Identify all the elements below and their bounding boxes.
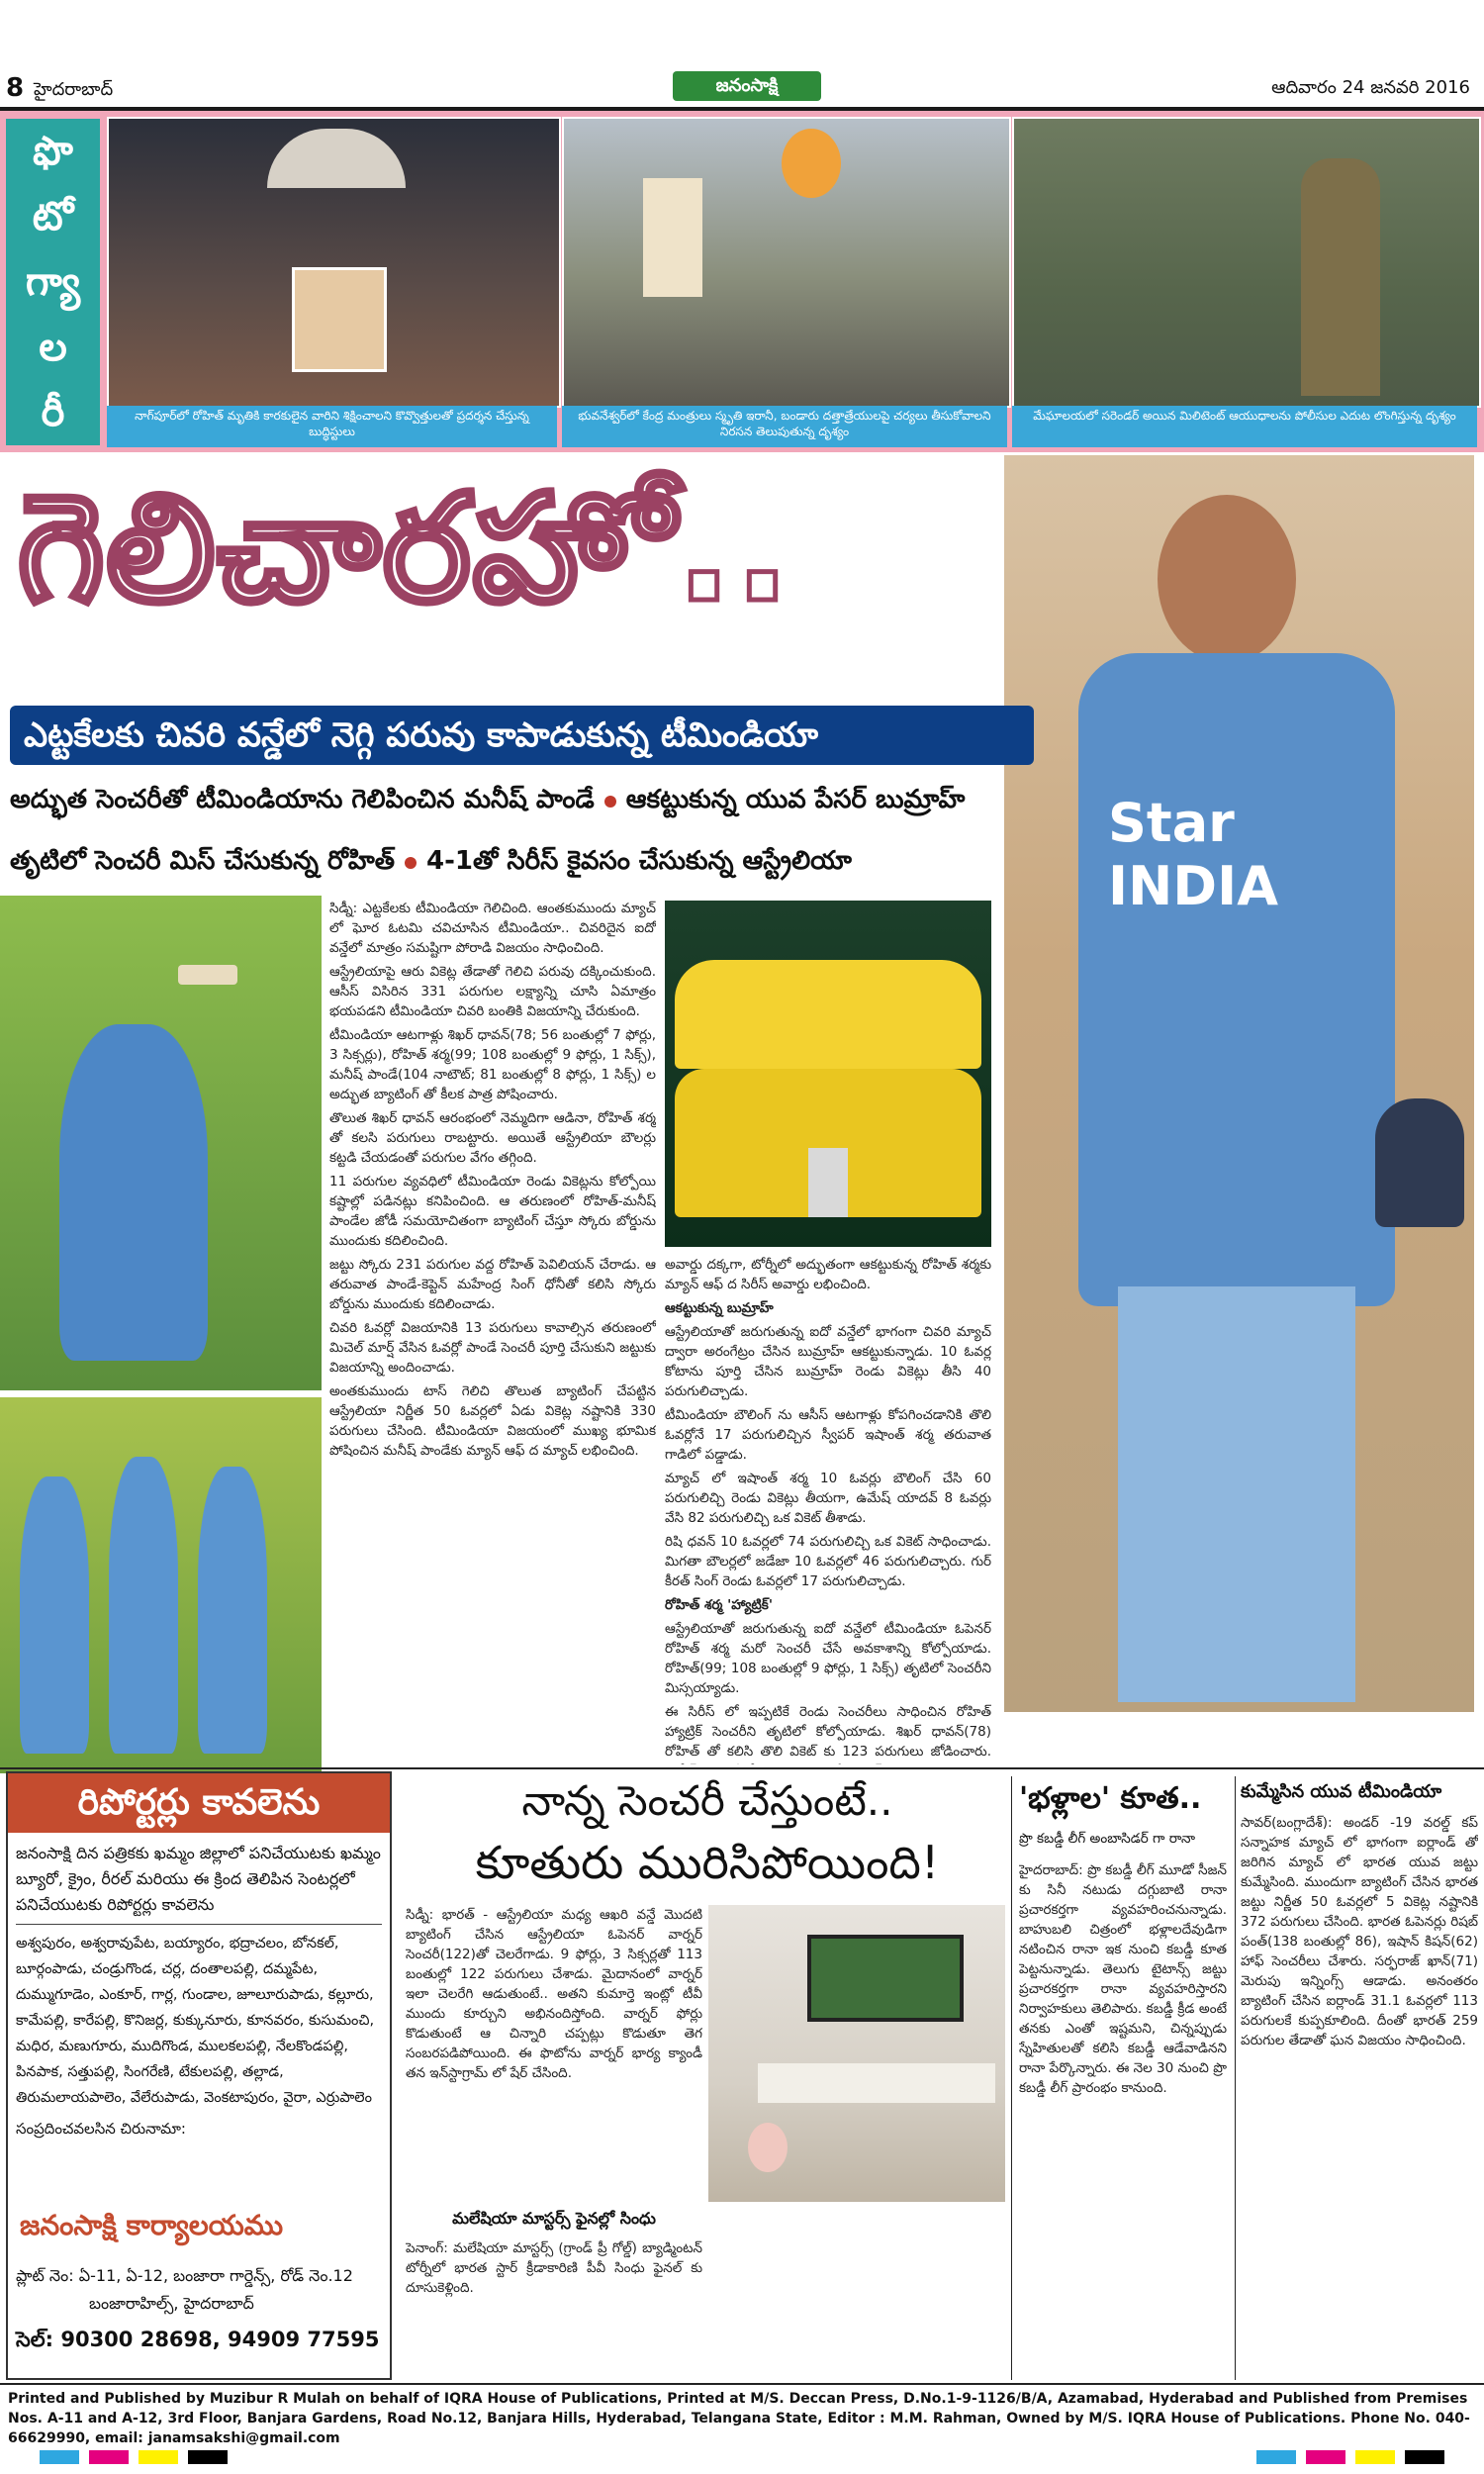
color-bar-magenta (89, 2450, 129, 2464)
helmet-icon (1375, 1098, 1464, 1227)
section-divider (0, 1767, 1484, 1769)
edition-city: హైదరాబాద్ (34, 79, 114, 100)
gallery-caption-1: నాగ్‌పూర్‌లో రోహిత్ మృతికి కారకులైన వారిని శిక్షించాలని కొవ్వొత్తులతో ప్రదర్శన చేస్తున్న బుద్ధిస్టులు (107, 406, 557, 447)
police-officer-figure (1301, 158, 1380, 396)
main-article-col1: సిడ్నీ: ఎట్టకేలకు టీమిండియా గెలిచింది. ఆంతకుముందు మ్యాచ్ లో ఘోర ఓటమి చవిచూసిన టీమిండియా.. చివరిదైన ఐదో వన్డేలో మాత్రం సమష్టిగా పోరాడి విజయం సాధించింది. ఆస్ట్రేలియాపై ఆరు వికెట్ల తేడాతో గెలిచి పరువు దక్కించుకుంది. ఆసీస్ విసిరిన 331 పరుగుల లక్ష్యాన్ని చూసి ఏమాత్రం భయపడని టీమిండియా చివరి బంతికి విజయాన్ని చేరుకుంది. టీమిండియా ఆటగాళ్లు శిఖర్ ధావన్(78; 56 బంతుల్లో 7 ఫోర్లు, 3 సిక్సర్లు), రోహిత్ శర్మ(99; 108 బంతుల్లో 9 ఫోర్లు, 1 సిక్స్), మనీష్ పాండే(104 నాటౌట్; 81 బంతుల్లో 8 ఫోర్లు, 1 సిక్స్) ల అద్భుత బ్యాటింగ్ తో కీలక పాత్ర పోషించారు. తొలుత శిఖర్ ధావన్ ఆరంభంలో నెమ్మదిగా ఆడినా, రోహిత్ శర్మ తో కలసి పరుగులు రాబట్టారు. అయితే ఆస్ట్రేలియా బౌలర్లు కట్టడి చేయడంతో పరుగుల వేగం తగ్గింది. 11 పరుగుల వ్యవధిలో టీమిండియా రెండు వికెట్లను కోల్పోయి కష్టాల్లో పడినట్లు కనిపించింది. ఆ తరుణంలో రోహిత్-మనీష్ పాండేల జోడీ సమయోచితంగా బ్యాటింగ్ చేస్తూ స్కోరు బోర్డును ముందుకు కదిలించింది. జట్టు స్కోరు 231 పరుగుల వద్ద రోహిత్ పెవిలియన్ చేరాడు. ఆ తరువాత పాండే-కెప్టెన్ మహేంద్ర సింగ్ ధోనీతో కలిసి స్కోరు బోర్డును ముందుకు కదిలించాడు. చివరి ఓవర్లో విజయానికి 13 పరుగులు కావాల్సిన తరుణంలో మిచెల్ మార్ష్ వేసిన ఓవర్లో పాండే సెంచరీ పూర్తి చేసుకుని జట్టుకు విజయాన్ని అందించాడు. అంతకుముందు టాస్ గెలిచి తొలుత బ్యాటింగ్ చేపట్టిన ఆస్ట్రేలియా నిర్ణీత 50 ఓవర్లలో ఏడు వికెట్ల నష్టానికి 330 పరుగులు చేసింది. టీమిండియా విజయంలో ముఖ్య భూమిక పోషించిన మనీష్ పాండేకు మ్యాన్ ఆఫ్ ద మ్యాచ్ లభించింది. (329, 901, 656, 1459)
bhallala-body: హైదరాబాద్: ప్రొ కబడ్డీ లీగ్ మూడో సీజన్ కు సినీ నటుడు దగ్గుబాటి రానా ప్రచారకర్తగా వ్యవహరించనున్నాడు. బాహుబలి చిత్రంలో భళ్లాలదేవుడిగా నటించిన రానా ఇక నుంచి కబడ్డీ కూత పెట్టనున్నాడు. తెలుగు టైటాన్స్ జట్టు ప్రచారకర్తగా రానా వ్యవహరిస్తారని నిర్వాహకులు తెలిపారు. కబడ్డీ క్రీడ అంటే తనకు ఎంతో ఇష్టమని, చిన్నప్పుడు స్నేహితులతో కలిసి కబడ్డీ ఆడేవాడినని రానా పేర్కొన్నారు. ఈ నెల 30 నుంచి ప్రొ కబడ్డీ లీగ్ ప్రారంభం కానుంది. (1019, 1862, 1227, 2096)
column-divider (1235, 1776, 1236, 2380)
photo-gallery-label: ఫొ టో గ్యా ల రీ (6, 119, 100, 445)
headline-banner: ఎట్టకేలకు చివరి వన్డేలో నెగ్గి పరువు కాపాడుకున్న టీమిండియా (10, 706, 1034, 765)
tv-screen (807, 1935, 964, 2022)
jersey-text (1108, 792, 1278, 918)
daughter-tv-photo (708, 1905, 1005, 2202)
u19-title: కుమ్మేసిన యువ టీమిండియా (1241, 1781, 1442, 1802)
u19-body: సావర్(బంగ్లాదేశ్): అండర్ -19 వరల్డ్ కప్ సన్నాహక మ్యాచ్ లో భాగంగా ఐర్లాండ్ తో జరిగిన మ్యాచ్ లో భారత యువ జట్టు కుమ్మేసింది. ముందుగా బ్యాటింగ్ చేసిన భారత జట్టు నిర్ణీత 50 ఓవర్లలో 5 వికెట్ల నష్టానికి 372 పరుగులు చేసింది. భారత ఓపెనర్లు రిషబ్ పంత్(138 బంతుల్లో 86), ఇషాన్ కిషన్(62) హాఫ్ సెంచరీలు చేశారు. సర్ఫరాజ్ ఖాన్(71) మెరుపు ఇన్నింగ్స్ ఆడాడు. అనంతరం బ్యాటింగ్ చేసిన ఐర్లాండ్ 31.1 ఓవర్లలో 113 పరుగులకే కుప్పకూలింది. దీంతో భారత్ 259 పరుగుల తేడాతో ఘన విజయం సాధించింది. (1241, 1815, 1478, 2048)
team-back-row (675, 960, 981, 1069)
subhead-series: 4-1తో సిరీస్ కైవసం చేసుకున్న ఆస్ట్రేలియా (426, 846, 852, 876)
rohit-batting-photo (0, 896, 322, 1390)
main-article-col2: అవార్డు దక్కగా, టోర్నీలో అద్భుతంగా ఆకట్టుకున్న రోహిత్ శర్మకు మ్యాన్ ఆఫ్ ద సిరీస్ అవార్డు లభించింది. ఆకట్టుకున్న బుమ్రాహ్ ఆస్ట్రేలియాతో జరుగుతున్న ఐదో వన్డేలో భాగంగా చివరి మ్యాచ్ ద్వారా అరంగేట్రం చేసిన బుమ్రాహ్ ఆకట్టుకున్నాడు. 10 ఓవర్ల కోటాను పూర్తి చేసిన బుమ్రాహ్ రెండు వికెట్లు తీసి 40 పరుగులిచ్చాడు. టీమిండియా బౌలింగ్ ను ఆసీస్ ఆటగాళ్లు కోపగించడానికి తొలి ఓవర్లోనే 17 పరుగులిచ్చిన స్వీపర్ ఇషాంత్ శర్మ తరువాత గాడిలో పడ్డాడు. మ్యాచ్ లో ఇషాంత్ శర్మ 10 ఓవర్లు బౌలింగ్ చేసి 60 పరుగులిచ్చి రెండు వికెట్లు తీయగా, ఉమేష్ యాదవ్ 8 ఓవర్లు వేసి 82 పరుగులిచ్చి ఒక వికెట్ తీశాడు. రిషి ధవన్ 10 ఓవర్లలో 74 పరుగులిచ్చి ఒక వికెట్ సాధించాడు. మిగతా బౌలర్లలో జడేజా 10 ఓవర్లలో 46 పరుగులిచ్చారు. గుర్ కీరత్ సింగ్ రెండు ఓవర్లలో 17 పరుగులిచ్చాడు. రోహిత్ శర్మ 'హ్యాట్రిక్' ఆస్ట్రేలియాతో జరుగుతున్న ఐదో వన్డేలో టీమిండియా ఓపెనర్ రోహిత్ శర్మ మరో సెంచరీ చేసే అవకాశాన్ని కోల్పోయాడు. రోహిత్(99; 108 బంతుల్లో 9 ఫోర్లు, 1 సిక్స్) తృటిలో సెంచరీని మిస్సయ్యాడు. ఈ సిరీస్ లో ఇప్పటికే రెండు సెంచరీలు సాధించిన రోహిత్ హ్యాట్రిక్ సెంచరీని తృటిలో కోల్పోయాడు. శిఖర్ ధావన్(78) రోహిత్ తో కలిసి తొలి వికెట్ కు 123 పరుగులు జోడించారు. (665, 1257, 991, 1760)
gallery-photo-militant-surrender (1012, 117, 1481, 408)
color-bar-cyan (40, 2450, 79, 2464)
subhead-row-1 (10, 782, 1059, 817)
player-figure (198, 1467, 267, 1754)
portrait-photo-frame (292, 267, 387, 372)
color-bar-cyan (1256, 2450, 1296, 2464)
footer-imprint: Printed and Published by Muzibur R Mulah on behalf of IQRA House of Publications, Printed at M/S. Deccan Press, D.No.1-9-1126/B/A, Azamabad, Hyderabad and Published from Premises Nos. A-11 and A-12, 3rd Floor, Banjara Gardens, Road No.12, Banjara Hills, Hyderabad, Telangana State, Editor : M.M. Rahman, Owned by M/S. IQRA House of Publications. Phone No. 040-66629990, email: janamsakshi@gmail.com (8, 2391, 1470, 2446)
child-figure (748, 2123, 788, 2172)
reporters-ad-address1: ప్లాట్ నెం: ఏ-11, ఏ-12, బంజారా గార్డెన్స్, రోడ్ నెం.12 (16, 2266, 353, 2285)
masthead-logo: జనంసాక్షి (673, 71, 821, 101)
sindhu-subtitle: మలేషియా మాస్టర్స్ ఫైనల్లో సింధు (452, 2209, 656, 2228)
player-figure (20, 1476, 89, 1754)
bullet-icon (405, 857, 417, 869)
sindhu-body-cont (708, 2209, 1005, 2377)
gallery-photo-effigy-burning (562, 117, 1011, 408)
daughter-article-title-1: నాన్న సెంచరీ చేస్తుంటే.. (521, 1776, 893, 1825)
subhead-pandey: అద్భుత సెంచరీతో టీమిండియాను గెలిపించిన మనీష్ పాండే (10, 785, 595, 814)
reporters-ad-phone: సెల్: 90300 28698, 94909 77595 (16, 2328, 380, 2351)
color-bar-yellow (139, 2450, 178, 2464)
color-bar-magenta (1306, 2450, 1345, 2464)
main-headline: గెలిచారహో.. (18, 463, 793, 635)
player-legs (1118, 1286, 1355, 1702)
subhead-bumrah: ఆకట్టుకున్న యువ పేసర్ బుమ్రాహ్ (625, 785, 966, 814)
effigy-poster (643, 178, 702, 297)
player-figure (109, 1457, 178, 1754)
reporters-ad-centers: అశ్వపురం, అశ్వరావుపేట, బయ్యారం, భద్రాచలం, బోనకల్, బూర్గంపాడు, చండ్రుగొండ, చర్ల, దంతాలపల్లి, దమ్మపేట, దుమ్ముగూడెం, ఎంకూర్, గార్ల, గుండాల, జూలూరుపాడు, కల్లూరు, కామేపల్లి, కారేపల్లి, కొనిజర్ల, కుక్కునూరు, కూనవరం, కుసుమంచి, మధిర, మణుగూరు, ముదిగొండ, ములకలపల్లి, నేలకొండపల్లి, పినపాక, సత్తుపల్లి, సింగరేణి, టేకులపల్లి, తల్లాడ, తిరుమలాయపాలెం, వేలేరుపాడు, వెంకటాపురం, వైరా, ఎర్రుపాలెం (16, 1936, 375, 2106)
player-head (1158, 495, 1296, 663)
jersey-country: INDIA (1108, 855, 1278, 917)
bullet-icon (604, 796, 616, 808)
gallery-caption-3: మేఘాలయలో సరెండర్ అయిన మిలిటెంట్ ఆయుధాలను పోలీసుల ఎదుట లొంగిస్తున్న దృశ్యం (1012, 406, 1477, 447)
bhallala-title: 'భళ్లాల' కూత.. (1019, 1781, 1202, 1816)
subhead-rohit: తృటిలో సెంచరీ మిస్ చేసుకున్న రోహిత్ (10, 846, 396, 876)
australia-team-trophy-photo (665, 901, 991, 1247)
color-bar-black (188, 2450, 228, 2464)
reporters-ad-title: రిపోర్టర్లు కావలెను (8, 1773, 390, 1833)
cricket-bat (178, 965, 237, 985)
sindhu-body: పెనాంగ్: మలేషియా మాస్టర్స్ (గ్రాండ్ ప్రీ గోల్డ్) బ్యాడ్మింటన్ టోర్నీలో భారత స్టార్ క్రీడాకారిణి పీవీ సింధు ఫైనల్ కు దూసుకెళ్లింది. (406, 2240, 702, 2296)
color-bar-yellow (1355, 2450, 1395, 2464)
dome-building (267, 129, 406, 188)
column-divider (1011, 1776, 1012, 2380)
daughter-article-title-2: కూతురు మురిసిపోయింది! (475, 1836, 940, 1889)
jersey-sponsor: Star (1108, 792, 1235, 854)
gallery-caption-2: భువనేశ్వర్‌లో కేంద్ర మంత్రులు స్మృతి ఇరానీ, బండారు దత్తాత్రేయులపై చర్యలు తీసుకోవాలని నిరసన తెలుపుతున్న దృశ్యం (562, 406, 1007, 447)
batsman-figure (59, 1024, 208, 1361)
subhead-row-2 (10, 843, 1059, 879)
reporters-ad-contact-label: సంప్రదించవలసిన చిరునామా: (16, 2120, 186, 2138)
fire-flame (782, 129, 841, 198)
color-bar-black (1405, 2450, 1444, 2464)
reporters-ad-intro: జనంసాక్షి దిన పత్రికకు ఖమ్మం జిల్లాలో పనిచేయుటకు ఖమ్మం బ్యూరో, క్రైం, రీరల్ మరియు ఈ క్రింద తెలిపిన సెంటర్లలో పనిచేయుటకు రిపోర్టర్లు కావలెను (16, 1844, 381, 1914)
edition-date: ఆదివారం 24 జనవరి 2016 (1271, 77, 1470, 98)
reporters-ad-office: జనంసాక్షి కార్యాలయము (20, 2209, 284, 2241)
daughter-article-body: సిడ్నీ: భారత్ - ఆస్ట్రేలియా మధ్య ఆఖరి వన్డే మొదటి బ్యాటింగ్ చేసిన ఆస్ట్రేలియా ఓపెనర్ వార్నర్ సెంచరీ(122)తో చెలరేగాడు. 9 ఫోర్లు, 3 సిక్సర్లతో 113 బంతుల్లో 122 పరుగులు చేశాడు. మైదానంలో వార్నర్ ఇలా చెలరేగి ఆడుతుంటే.. అతని కుమార్తె ఇంట్లో టీవీ ముందు కూర్చుని అభినందిస్తోంది. వార్నర్ ఫోర్లు కొడుతుంటే ఆ చిన్నారి చప్పట్లు కొడుతూ తెగ సంబరపడిపోయింది. ఈ ఫొటోను వార్నర్ భార్య క్యాండీ తన ఇన్‌స్టాగ్రామ్ లో షేర్ చేసింది. (406, 1907, 702, 2081)
page-number: 8 (6, 73, 25, 103)
team-celebration-photo (0, 1397, 322, 1773)
tv-cabinet (758, 2063, 995, 2103)
bhallala-subtitle: ప్రొ కబడ్డీ లీగ్ అంబాసిడర్ గా రానా (1019, 1831, 1195, 1847)
gallery-photo-candle-protest (107, 117, 561, 408)
trophy-icon (808, 1148, 848, 1217)
reporters-ad-body (16, 1841, 382, 2141)
reporters-ad-address2: బంజారాహిల్స్, హైదరాబాద్ (89, 2294, 254, 2313)
player-jersey (1078, 653, 1395, 1306)
